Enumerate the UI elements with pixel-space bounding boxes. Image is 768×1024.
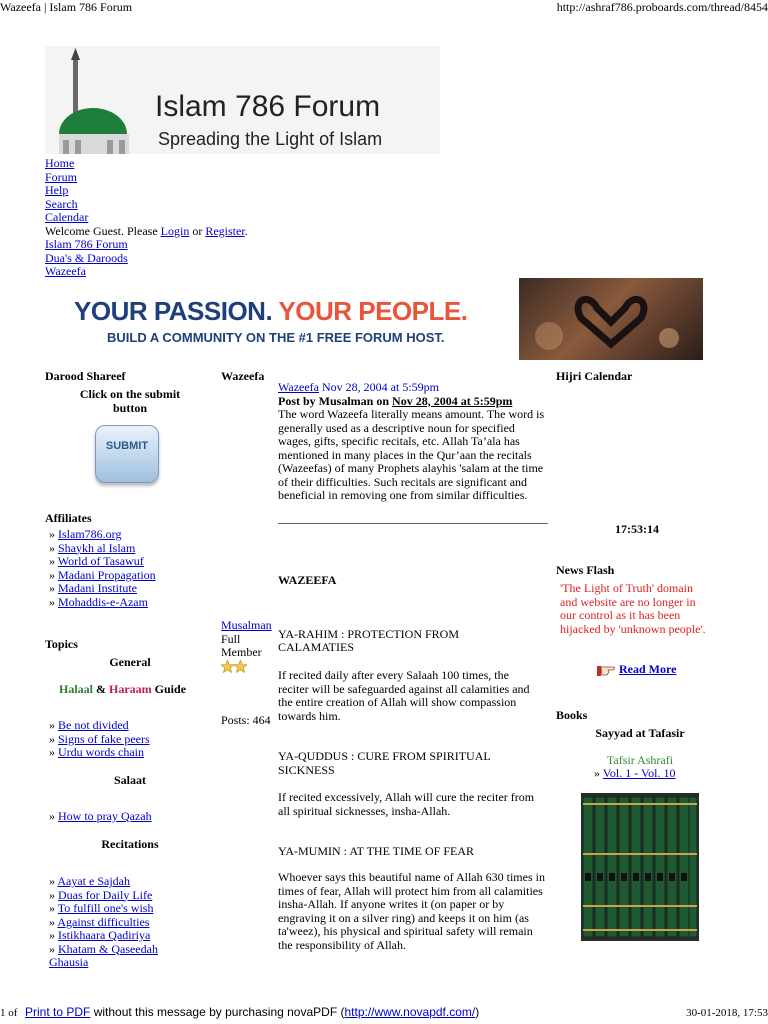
mosque-dome-icon: [45, 46, 145, 154]
list-item: » World of Tasawuf: [49, 554, 144, 568]
print-to-pdf-link[interactable]: Print to PDF: [25, 1005, 91, 1019]
ad-banner[interactable]: [45, 278, 703, 360]
topic-link-not-divided[interactable]: Be not divided: [58, 718, 129, 732]
read-more[interactable]: [596, 662, 676, 678]
forum-banner[interactable]: [45, 46, 440, 154]
post-link-line: Wazeefa Nov 28, 2004 at 5:59pm: [278, 380, 439, 394]
login-link[interactable]: Login: [160, 223, 190, 238]
nav-home-link[interactable]: Home: [45, 156, 75, 170]
page-number: 1 of: [0, 1007, 18, 1019]
list-item: » Be not divided: [49, 718, 129, 732]
banner-subtitle: Spreading the Light of Islam: [158, 129, 383, 149]
read-more-link[interactable]: Read More: [619, 662, 677, 676]
thread-title: Wazeefa: [221, 369, 265, 383]
list-item: » Shaykh al Islam: [49, 540, 136, 555]
books-subtitle: Sayyad at Tafasir: [595, 726, 685, 740]
post-title-link[interactable]: Wazeefa: [278, 380, 319, 394]
affiliate-link-mohaddis[interactable]: Mohaddis-e-Azam: [58, 594, 148, 609]
register-link[interactable]: Register: [205, 223, 245, 238]
ad-photo: [519, 278, 703, 360]
submit-button[interactable]: SUBMIT: [95, 425, 159, 483]
ad-line1a: YOUR PASSION.: [74, 296, 273, 326]
welcome-line: Welcome Guest. Please Login or Register.: [45, 223, 248, 238]
novapdf-link[interactable]: http://www.novapdf.com/: [344, 1005, 476, 1019]
breadcrumb-board[interactable]: Dua's & Daroods: [45, 250, 128, 265]
list-item: » Mohaddis-e-Azam: [49, 594, 148, 609]
recitations-title: Recitations: [101, 837, 159, 851]
nav-search-link[interactable]: Search: [45, 196, 78, 211]
post-body: [278, 381, 548, 503]
section-ya-mumin-text: Whoever says this beautiful name of Allah 630 times in times of fear, Allah will protect him from all calamities insha-Allah. If anyone writes it (on paper or by engraving it on a silver ring) and keeps it on him (as ta'weez), his physical and spiritual safety will remain the responsibility of Allah.: [278, 870, 545, 952]
section-ya-mumin-title: YA-MUMIN : AT THE TIME OF FEAR: [278, 844, 475, 858]
section-ya-rahim-text: If recited daily after every Salaah 100 times, the reciter will be safeguarded against all calamities and the entire creation of Allah will show compassion towards him.: [278, 668, 530, 723]
volumes-link[interactable]: Vol. 1 - Vol. 10: [602, 766, 676, 780]
list-item: » Khatam & Qaseedah Ghausia: [49, 941, 158, 969]
breadcrumb-forum[interactable]: Islam 786 Forum: [45, 237, 128, 251]
rank-stars-icon: [221, 660, 277, 677]
news-flash-text: 'The Light of Truth' domain and website are no longer in our control as it has been hijacked by 'unknown people'.: [560, 581, 706, 636]
book-spines-icon: [581, 793, 699, 941]
list-item: » To fulfill one's wish: [49, 901, 154, 915]
general-title: General: [109, 655, 151, 669]
click-submit-text: Click on the submit button: [79, 387, 181, 415]
affiliate-link-shaykh[interactable]: Shaykh al Islam: [58, 540, 136, 555]
list-item: » How to pray Qazah: [49, 809, 152, 823]
author-posts: Posts: 464: [221, 713, 271, 727]
list-item: » Against difficulties: [49, 914, 150, 929]
footer-datetime: 30-01-2018, 17:53: [686, 1007, 768, 1019]
clock-display: 17:53:14: [615, 522, 659, 536]
affiliate-link-propagation[interactable]: Madani Propagation: [58, 567, 156, 582]
section-ya-quddus-title: YA-QUDDUS : CURE FROM SPIRITUAL SICKNESS: [278, 749, 491, 777]
topic-link-fake-peers[interactable]: Signs of fake peers: [58, 731, 150, 746]
wazeefa-heading: WAZEEFA: [278, 573, 337, 587]
tafsir-title: Tafsir Ashrafi: [606, 753, 674, 767]
ad-line2: BUILD A COMMUNITY ON THE #1 FREE FORUM HOST.: [107, 330, 445, 345]
topic-link-daily-duas[interactable]: Duas for Daily Life: [58, 887, 153, 902]
affiliate-link-islam786[interactable]: Islam786.org: [58, 527, 122, 541]
volumes-line: » Vol. 1 - Vol. 10: [594, 766, 676, 780]
footer-message: Print to PDF without this message by purchasing novaPDF (http://www.novapdf.com/): [25, 1005, 480, 1019]
book-set-image[interactable]: [581, 793, 699, 941]
author-rank: Full Member: [221, 631, 262, 659]
list-item: » Urdu words chain: [49, 745, 144, 759]
list-item: » Madani Institute: [49, 581, 137, 595]
heart-hands-icon: [519, 278, 703, 360]
list-item: » Signs of fake peers: [49, 731, 150, 746]
news-flash-title: News Flash: [556, 563, 615, 577]
topic-link-qazah[interactable]: How to pray Qazah: [58, 809, 152, 823]
ad-line1b: YOUR PEOPLE.: [278, 296, 468, 326]
nav-forum-link[interactable]: Forum: [45, 169, 78, 184]
affiliate-link-institute[interactable]: Madani Institute: [58, 581, 137, 595]
list-item: » Islam786.org: [49, 527, 122, 541]
list-item: » Aayat e Sajdah: [49, 874, 130, 888]
topic-link-wish[interactable]: To fulfill one's wish: [57, 901, 154, 915]
topic-link-khatam[interactable]: Khatam & Qaseedah Ghausia: [49, 941, 158, 969]
books-title: Books: [556, 708, 588, 722]
darood-shareef-title: Darood Shareef: [45, 369, 126, 383]
list-item: » Istikhaara Qadiriya: [49, 928, 151, 942]
topics-title: Topics: [45, 637, 78, 651]
author-info: [221, 619, 277, 676]
topic-link-sajdah[interactable]: Aayat e Sajdah: [57, 874, 130, 888]
section-ya-rahim-title: YA-RAHIM : PROTECTION FROM CALAMATIES: [278, 627, 460, 654]
page-title: Wazeefa | Islam 786 Forum: [0, 0, 133, 14]
pointing-hand-icon: [596, 662, 616, 678]
affiliate-link-tasawuf[interactable]: World of Tasawuf: [57, 554, 144, 568]
post-divider: [278, 523, 548, 524]
banner-title: Islam 786 Forum: [155, 90, 381, 123]
list-item: » Duas for Daily Life: [49, 887, 153, 902]
salaat-title: Salaat: [113, 773, 146, 787]
breadcrumb-thread[interactable]: Wazeefa: [45, 264, 86, 278]
page-url: http://ashraf786.proboards.com/thread/8454: [556, 0, 768, 14]
nav-help-link[interactable]: Help: [45, 183, 69, 197]
affiliates-title: Affiliates: [45, 511, 92, 525]
topic-link-urdu-words[interactable]: Urdu words chain: [58, 745, 144, 759]
topic-link-difficulties[interactable]: Against difficulties: [57, 914, 150, 929]
section-ya-quddus-text: If recited excessively, Allah will cure the reciter from all spiritual sicknesses, insha-Allah.: [278, 790, 535, 818]
nav-calendar-link[interactable]: Calendar: [45, 210, 89, 224]
topic-link-istikhaara[interactable]: Istikhaara Qadiriya: [58, 928, 151, 942]
halaal-haraam-guide: Halaal & Haraam Guide: [59, 682, 187, 696]
author-link[interactable]: Musalman: [221, 618, 272, 632]
post-intro: The word Wazeefa literally means amount. The word is generally used as a descriptive noun for specified wages, gifts, specific recitals, etc. Allah Ta’ala has mentioned in many places in the Qur’aan the recitals (Wazeefas) of many Prophets alayhis 'salam at the time of their difficulties. Such recitals are significant and beneficial in removing one from similar difficulties.: [278, 407, 545, 502]
hijri-calendar-title: Hijri Calendar: [556, 369, 633, 383]
list-item: » Madani Propagation: [49, 567, 156, 582]
post-byline: Post by Musalman on Nov 28, 2004 at 5:59pm: [278, 393, 513, 408]
